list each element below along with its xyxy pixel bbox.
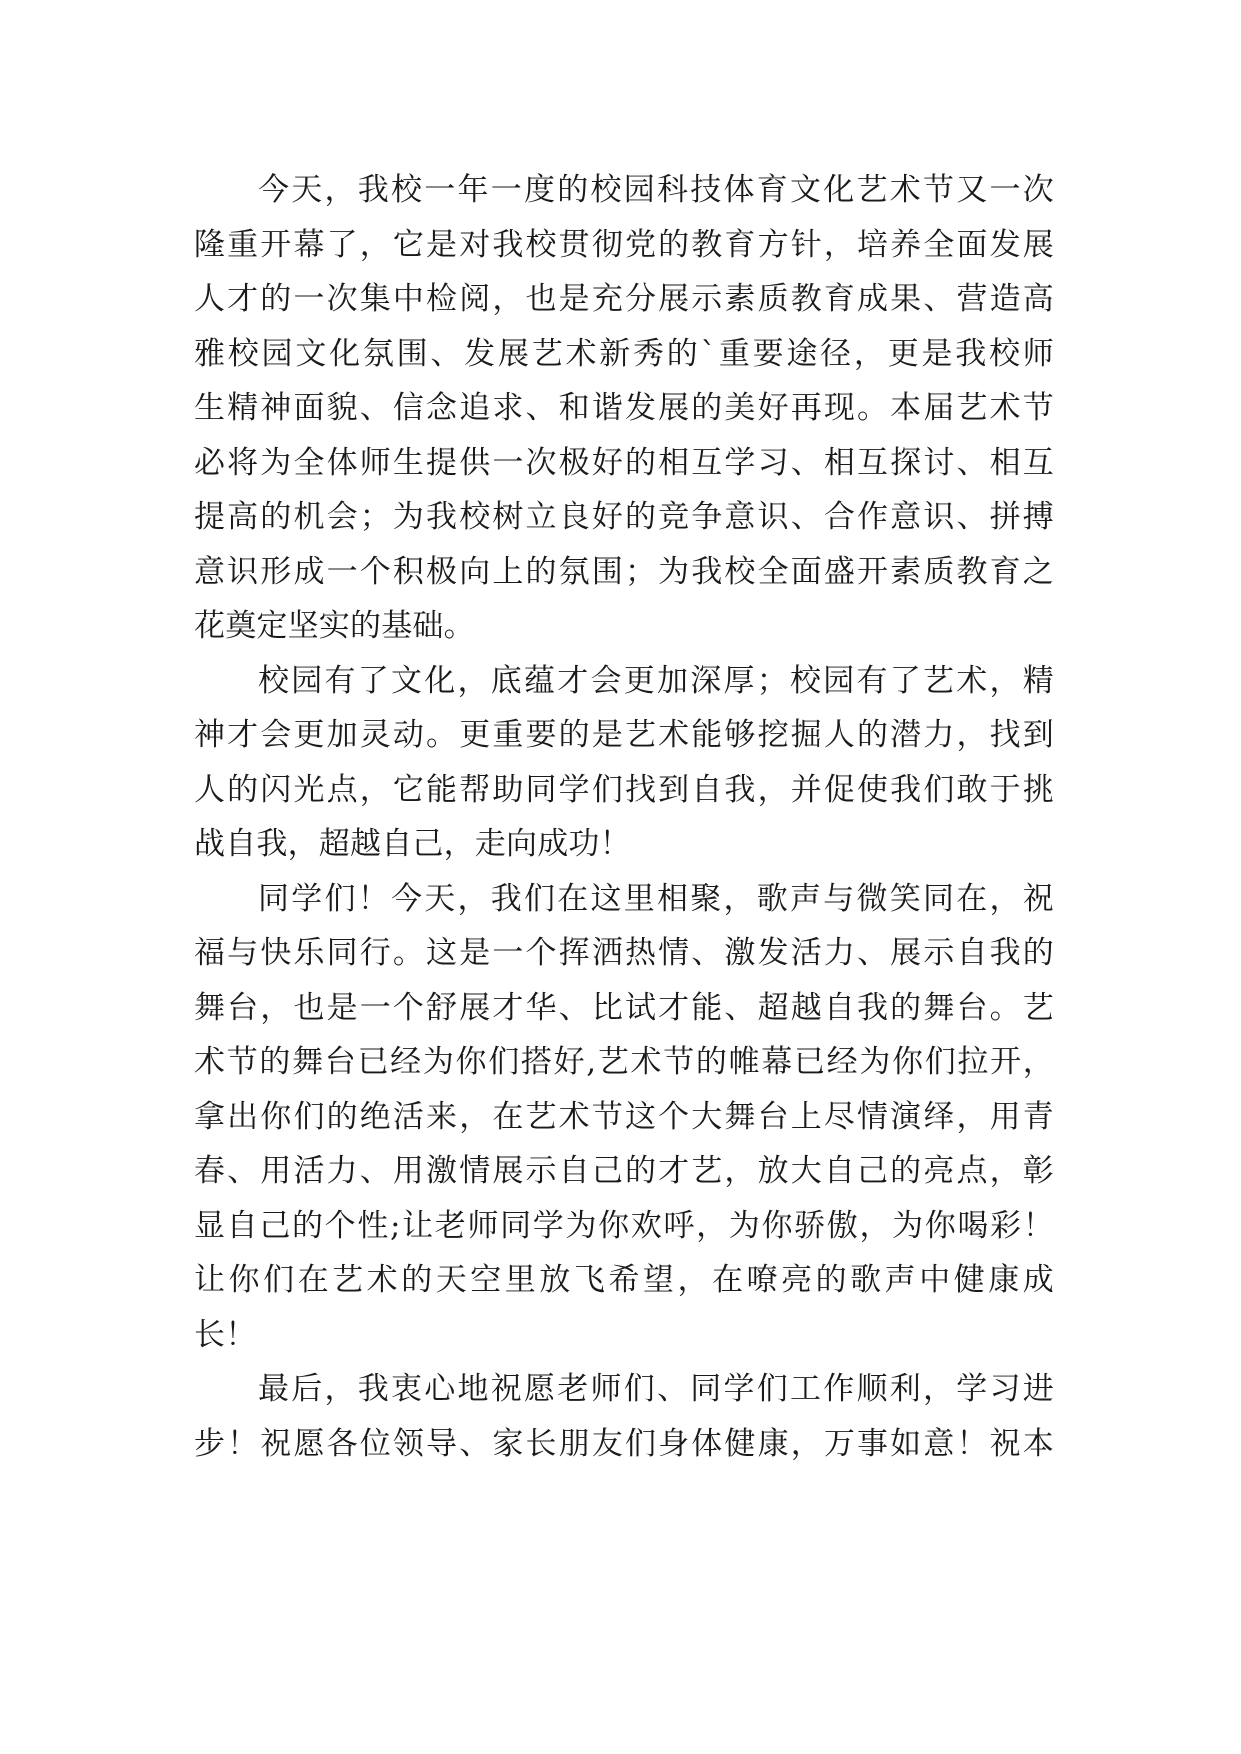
text-line: 神才会更加灵动。更重要的是艺术能够挖掘人的潜力，找到 — [194, 717, 1054, 753]
text-line: 隆重开幕了，它是对我校贯彻党的教育方针，培养全面发展 — [194, 226, 1054, 263]
text-line: 提高的机会；为我校树立良好的竞争意识、合作意识、拼搏 — [194, 499, 1054, 535]
text-line: 术节的舞台已经为你们搭好,艺术节的帷幕已经为你们拉开， — [194, 1044, 1054, 1080]
text-line: 必将为全体师生提供一次极好的相互学习、相互探讨、相互 — [194, 444, 1054, 481]
document-body — [194, 163, 1054, 1471]
text-line: 校园有了文化，底蕴才会更加深厚；校园有了艺术，精 — [258, 662, 1054, 699]
paragraph-3 — [194, 872, 1054, 1363]
text-line: 生精神面貌、信念追求、和谐发展的美好再现。本届艺术节 — [194, 390, 1054, 426]
paragraph-2 — [194, 654, 1054, 872]
text-line: 长！ — [194, 1316, 257, 1353]
text-line: 步！祝愿各位领导、家长朋友们身体健康，万事如意！祝本 — [194, 1425, 1054, 1462]
text-line: 显自己的个性;让老师同学为你欢呼，为你骄傲，为你喝彩！ — [194, 1207, 1054, 1244]
text-line: 让你们在艺术的天空里放飞希望，在嘹亮的歌声中健康成 — [194, 1262, 1054, 1298]
text-line: 拿出你们的绝活来，在艺术节这个大舞台上尽情演绎，用青 — [194, 1098, 1054, 1135]
paragraph-1 — [194, 163, 1054, 654]
text-line: 花奠定坚实的基础。 — [194, 608, 475, 644]
text-line: 战自我，超越自己，走向成功！ — [194, 826, 631, 862]
text-line: 春、用活力、用激情展示自己的才艺，放大自己的亮点，彰 — [194, 1153, 1054, 1189]
text-line: 同学们！今天，我们在这里相聚，歌声与微笑同在，祝 — [258, 880, 1054, 917]
text-line: 意识形成一个积极向上的氛围；为我校全面盛开素质教育之 — [194, 553, 1054, 590]
text-line: 今天，我校一年一度的校园科技体育文化艺术节又一次 — [258, 172, 1054, 208]
text-line: 福与快乐同行。这是一个挥洒热情、激发活力、展示自我的 — [194, 935, 1054, 971]
paragraph-4 — [194, 1362, 1054, 1471]
text-line: 舞台，也是一个舒展才华、比试才能、超越自我的舞台。艺 — [194, 989, 1054, 1026]
text-line: 人的闪光点，它能帮助同学们找到自我，并促使我们敢于挑 — [194, 771, 1054, 808]
text-line: 人才的一次集中检阅，也是充分展示素质教育成果、营造高 — [194, 281, 1054, 317]
text-line: 最后，我衷心地祝愿老师们、同学们工作顺利，学习进 — [258, 1371, 1054, 1407]
text-line: 雅校园文化氛围、发展艺术新秀的`重要途径，更是我校师 — [194, 335, 1054, 372]
